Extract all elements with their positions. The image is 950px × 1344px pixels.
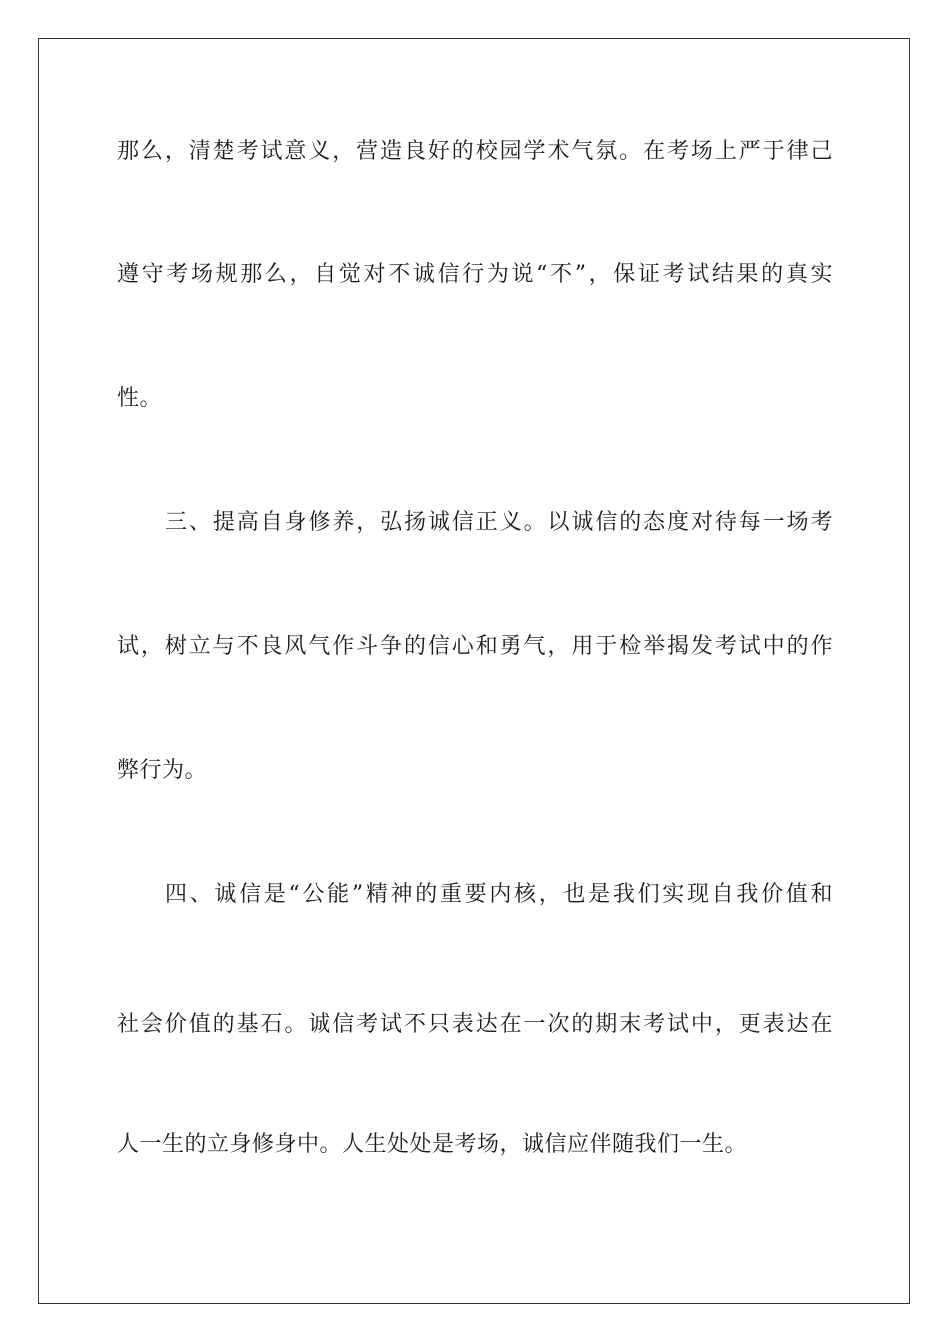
paragraph-line: 四、诚信是“公能”精神的重要内核，也是我们实现自我价值和 bbox=[165, 882, 833, 907]
paragraph-line: 遵守考场规那么，自觉对不诚信行为说“不”，保证考试结果的真实 bbox=[117, 262, 833, 287]
paragraph-line: 三、提高自身修养，弘扬诚信正义。以诚信的态度对待每一场考 bbox=[165, 510, 833, 535]
paragraph-line: 性。 bbox=[117, 386, 163, 411]
paragraph-line: 弊行为。 bbox=[117, 758, 208, 783]
page-frame bbox=[38, 38, 910, 1304]
paragraph-line: 人一生的立身修身中。人生处处是考场，诚信应伴随我们一生。 bbox=[117, 1132, 748, 1157]
paragraph-line: 那么，清楚考试意义，营造良好的校园学术气氛。在考场上严于律己 bbox=[117, 139, 833, 164]
paragraph-line: 试，树立与不良风气作斗争的信心和勇气，用于检举揭发考试中的作 bbox=[117, 634, 833, 659]
paragraph-line: 社会价值的基石。诚信考试不只表达在一次的期末考试中，更表达在 bbox=[117, 1012, 833, 1037]
